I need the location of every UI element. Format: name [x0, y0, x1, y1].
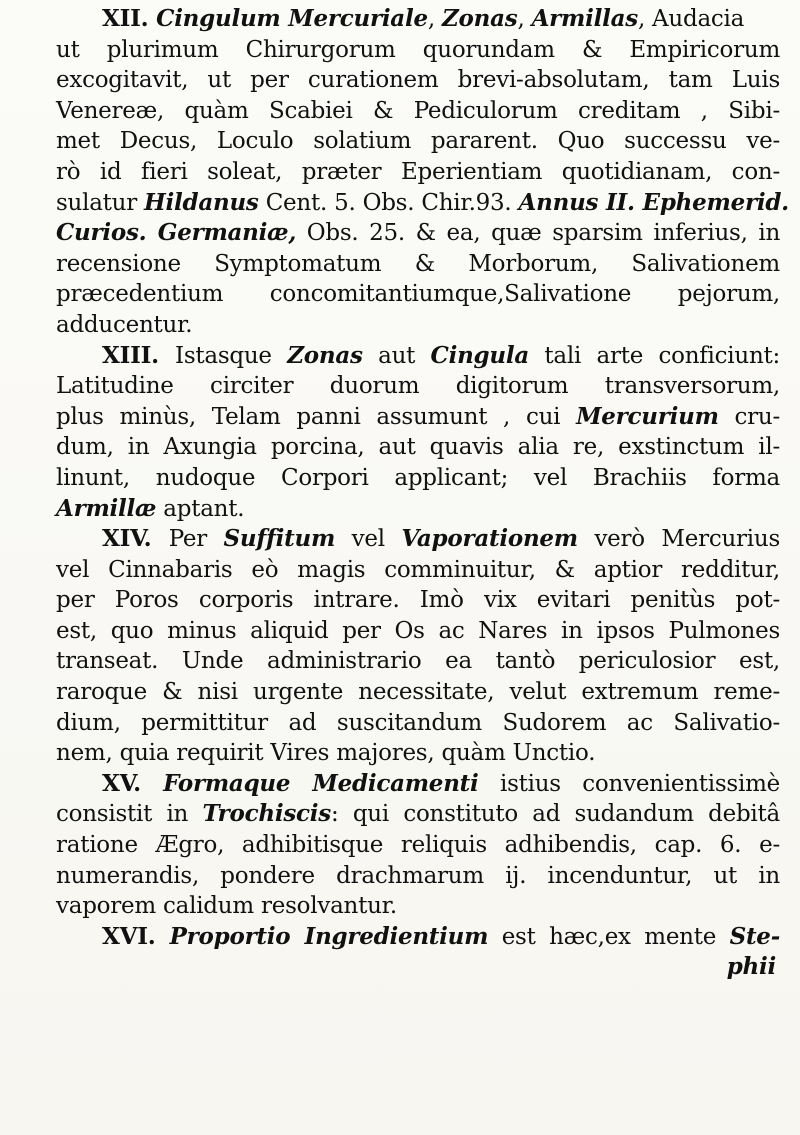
text-line [56, 555, 780, 586]
text-run: ratione Ægro, adhibitisque reliquis adhibendis, cap. 6. e- [56, 832, 780, 859]
italic-term: phii [726, 953, 776, 981]
text-line [56, 861, 780, 892]
text-line [56, 769, 780, 800]
text-run: dum, in Axungia porcina, aut quavis alia re, exstinctum il- [56, 434, 780, 461]
text-run: raroque & nisi urgente necessitate, velut extremum reme- [56, 679, 780, 706]
text-run: cru- [718, 403, 780, 430]
text-run: dium, permittitur ad suscitandum Sudorem ac Salivatio- [56, 709, 780, 736]
text-run: præcedentium concomitantiumque,Salivatione pejorum, [56, 281, 780, 308]
italic-term: Cingulum Mercuriale [156, 5, 428, 32]
text-run: ut plurimum Chirurgorum quorundam & Empiricorum [56, 36, 780, 63]
italic-term: Proportio Ingredientium [169, 922, 489, 950]
text-run: Per [168, 526, 224, 553]
section-number: XIII. [102, 341, 175, 369]
text-run: Istasque [175, 342, 288, 369]
italic-term: Cingula [430, 341, 530, 369]
text-run: aut [362, 342, 431, 369]
text-line [56, 952, 780, 983]
section-number: XIV. [102, 525, 169, 553]
italic-term: Armillas [531, 5, 638, 32]
text-line [56, 402, 780, 433]
text-line [56, 677, 780, 708]
text-run: rò id fieri soleat, præter Eperientiam quotidianam, con- [56, 158, 780, 185]
text-run: adducentur. [56, 311, 193, 338]
italic-term: Formaque Medicamenti [163, 769, 479, 797]
text-line [56, 218, 780, 249]
text-run: , [517, 6, 532, 32]
text-run: istius convenientissimè [478, 770, 780, 797]
text-run: vel Cinnabaris eò magis comminuitur, & aptior redditur, [56, 556, 780, 583]
italic-term: Vaporationem [401, 525, 578, 553]
text-line [56, 126, 780, 157]
text-run: recensione Symptomatum & Morborum, Salivationem [56, 250, 780, 277]
text-line [56, 524, 780, 555]
text-line [56, 96, 780, 127]
text-run: , [427, 6, 442, 32]
italic-term: Mercurium [576, 402, 719, 430]
text-run: Obs. 25. & ea, quæ sparsim inferius, in [296, 220, 781, 247]
text-run: tali arte conficiunt: [529, 342, 781, 369]
text-line [56, 799, 780, 830]
text-line [56, 922, 780, 953]
italic-term: Curios. Germaniæ, [56, 219, 297, 247]
text-run: excogitavit, ut per curationem brevi-absolutam, tam Luis [56, 67, 780, 94]
text-line [56, 188, 789, 219]
text-line [56, 310, 780, 341]
text-line [56, 65, 780, 96]
text-line [56, 463, 780, 494]
text-run: sulatur [56, 189, 145, 216]
italic-term: Armillæ [56, 494, 157, 522]
text-line [56, 830, 780, 861]
text-run: linunt, nudoque Corpori applicant; vel Brachiis forma [56, 464, 780, 491]
text-run: numerandis, pondere drachmarum ij. incenduntur, ut in [56, 862, 780, 889]
text-run: , Audacia [637, 6, 745, 32]
text-line [56, 249, 780, 280]
text-line [56, 35, 780, 66]
text-run: vaporem calidum resolvantur. [56, 893, 397, 920]
italic-term: Hildanus [144, 188, 259, 216]
section-number: XII. [102, 5, 157, 32]
text-line [56, 4, 780, 35]
text-run: Venereæ, quàm Scabiei & Pediculorum creditam , Sibi- [56, 97, 780, 124]
italic-term: Annus II. Ephemerid. [518, 188, 789, 216]
text-run: nem, quia requirit Vires majores, quàm Unctio. [56, 740, 596, 767]
text-run: : qui constituto ad sudandum debitâ [330, 801, 780, 828]
italic-term: Ste- [729, 922, 780, 950]
text-run: aptant. [156, 495, 245, 522]
page-text [56, 4, 789, 983]
text-run: consistit in [56, 801, 203, 828]
text-line [56, 738, 780, 769]
text-run: est, quo minus aliquid per Os ac Nares in ipsos Pulmones [56, 617, 780, 644]
text-run: verò Mercurius [577, 526, 781, 553]
text-line [56, 494, 780, 525]
text-line [56, 646, 780, 677]
italic-term: Suffitum [223, 525, 336, 553]
text-run: per Poros corporis intrare. Imò vix evitari penitùs pot- [56, 587, 780, 614]
text-run: Latitudine circiter duorum digitorum transversorum, [56, 373, 780, 400]
text-run: transeat. Unde administrario ea tantò periculosior est, [56, 648, 780, 675]
text-line [56, 157, 780, 188]
italic-term: Trochiscis [202, 800, 331, 828]
text-line [56, 371, 780, 402]
text-line [56, 616, 780, 647]
italic-term: Zonas [441, 5, 518, 32]
text-run: plus minùs, Telam panni assumunt , cui [56, 403, 577, 430]
text-run: vel [335, 526, 402, 553]
italic-term: Zonas [287, 341, 363, 369]
text-line [56, 708, 780, 739]
text-run: met Decus, Loculo solatium pararent. Quo successu ve- [56, 128, 780, 155]
text-run: Cent. 5. Obs. Chir.93. [258, 189, 519, 216]
text-run: est hæc,ex mente [488, 923, 730, 950]
text-line [56, 891, 780, 922]
text-line [56, 585, 780, 616]
text-line [56, 432, 780, 463]
section-number: XV. [102, 769, 164, 797]
section-number: XVI. [102, 922, 170, 950]
text-line [56, 341, 780, 372]
text-line [56, 279, 780, 310]
